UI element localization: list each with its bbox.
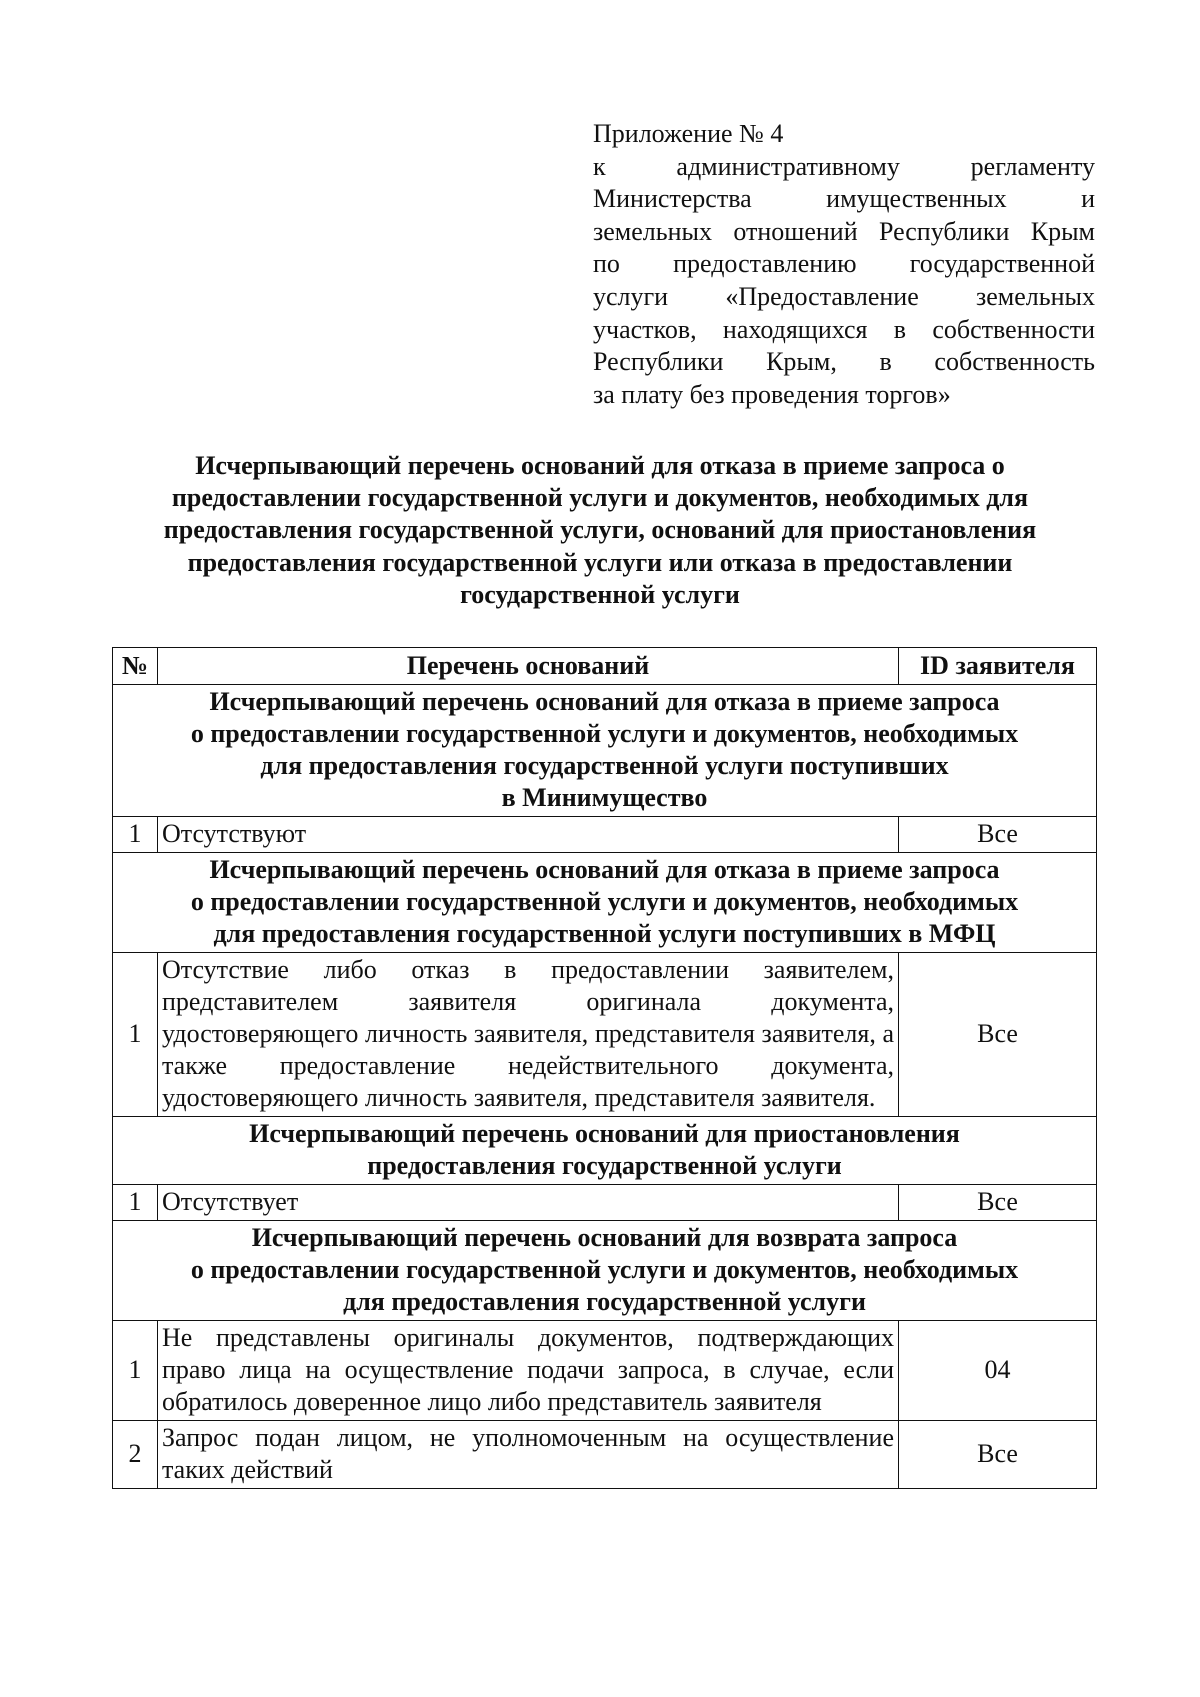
table-row [113, 1321, 1097, 1421]
row-number: 1 [113, 817, 158, 853]
section-title-line: предоставления государственной услуги [367, 1151, 842, 1180]
section-title-line: для предоставления государственной услуги [343, 1287, 866, 1316]
appendix-line: Министерства имущественных и [593, 184, 1095, 214]
section-title-line: о предоставлении государственной услуги и документов, необходимых [190, 1255, 1019, 1284]
appendix-title: Приложение № 4 [593, 119, 784, 148]
section-title-line: Исчерпывающий перечень оснований для отказа в приеме запроса [209, 855, 1000, 884]
header-grounds: Перечень оснований [158, 648, 899, 685]
table-header-row [113, 648, 1097, 685]
document-title-line: государственной услуги [460, 579, 740, 609]
section-title [113, 1117, 1097, 1185]
appendix-block [593, 118, 1095, 411]
row-applicant-id: Все [899, 1185, 1097, 1221]
section-title [113, 1221, 1097, 1321]
document-title [112, 450, 1088, 611]
header-applicant-id: ID заявителя [899, 648, 1097, 685]
section-header-row [113, 1117, 1097, 1185]
appendix-line: услуги «Предоставление земельных [593, 281, 1095, 311]
section-title-line: для предоставления государственной услуги поступивших [260, 751, 949, 780]
row-grounds-text: Отсутствует [158, 1185, 899, 1221]
section-title-line: Исчерпывающий перечень оснований для отказа в приеме запроса [209, 687, 1000, 716]
table-row [113, 953, 1097, 1117]
section-title-line: о предоставлении государственной услуги и документов, необходимых [190, 887, 1019, 916]
table-row [113, 1421, 1097, 1489]
appendix-line: Республики Крым, в собственность [593, 347, 1095, 377]
section-header-row [113, 853, 1097, 953]
section-title-line: Исчерпывающий перечень оснований для возврата запроса [251, 1223, 958, 1252]
section-title-line: Исчерпывающий перечень оснований для приостановления [249, 1119, 960, 1148]
document-title-line: предоставлении государственной услуги и документов, необходимых для [171, 483, 1029, 513]
row-number: 1 [113, 1185, 158, 1221]
row-applicant-id: Все [899, 817, 1097, 853]
appendix-line: к административному регламенту [593, 151, 1095, 181]
row-number: 1 [113, 953, 158, 1117]
row-number: 2 [113, 1421, 158, 1489]
row-grounds-text: Отсутствуют [158, 817, 899, 853]
document-title-line: предоставления государственной услуги, оснований для приостановления [163, 515, 1037, 545]
appendix-line: земельных отношений Республики Крым [593, 216, 1095, 246]
appendix-line: по предоставлению государственной [593, 249, 1095, 279]
section-header-row [113, 685, 1097, 817]
section-title-line: о предоставлении государственной услуги и документов, необходимых [190, 719, 1019, 748]
section-title [113, 853, 1097, 953]
row-applicant-id: 04 [899, 1321, 1097, 1421]
row-grounds-text: Отсутствие либо отказ в предоставлении заявителем, представителем заявителя оригинала документа, удостоверяющего личность заявителя, представителя заявителя, а также предоставление недействительного документа, удостоверяющего личность заявителя, представителя заявителя. [158, 953, 899, 1117]
grounds-table [112, 647, 1097, 1489]
header-num: № [113, 648, 158, 685]
section-title-line: для предоставления государственной услуги поступивших в МФЦ [213, 919, 996, 948]
row-grounds-text: Не представлены оригиналы документов, подтверждающих право лица на осуществление подачи запроса, в случае, если обратилось доверенное лицо либо представитель заявителя [158, 1321, 899, 1421]
row-number: 1 [113, 1321, 158, 1421]
row-grounds-text: Запрос подан лицом, не уполномоченным на осуществление таких действий [158, 1421, 899, 1489]
document-title-line: Исчерпывающий перечень оснований для отказа в приеме запроса о [195, 451, 1005, 480]
section-header-row [113, 1221, 1097, 1321]
row-applicant-id: Все [899, 1421, 1097, 1489]
table-row [113, 817, 1097, 853]
row-applicant-id: Все [899, 953, 1097, 1117]
table-row [113, 1185, 1097, 1221]
appendix-line: участков, находящихся в собственности [593, 314, 1095, 344]
section-title-line: в Минимущество [501, 783, 708, 812]
appendix-line: за плату без проведения торгов» [593, 379, 951, 409]
document-title-line: предоставления государственной услуги или отказа в предоставлении [187, 547, 1013, 577]
section-title [113, 685, 1097, 817]
